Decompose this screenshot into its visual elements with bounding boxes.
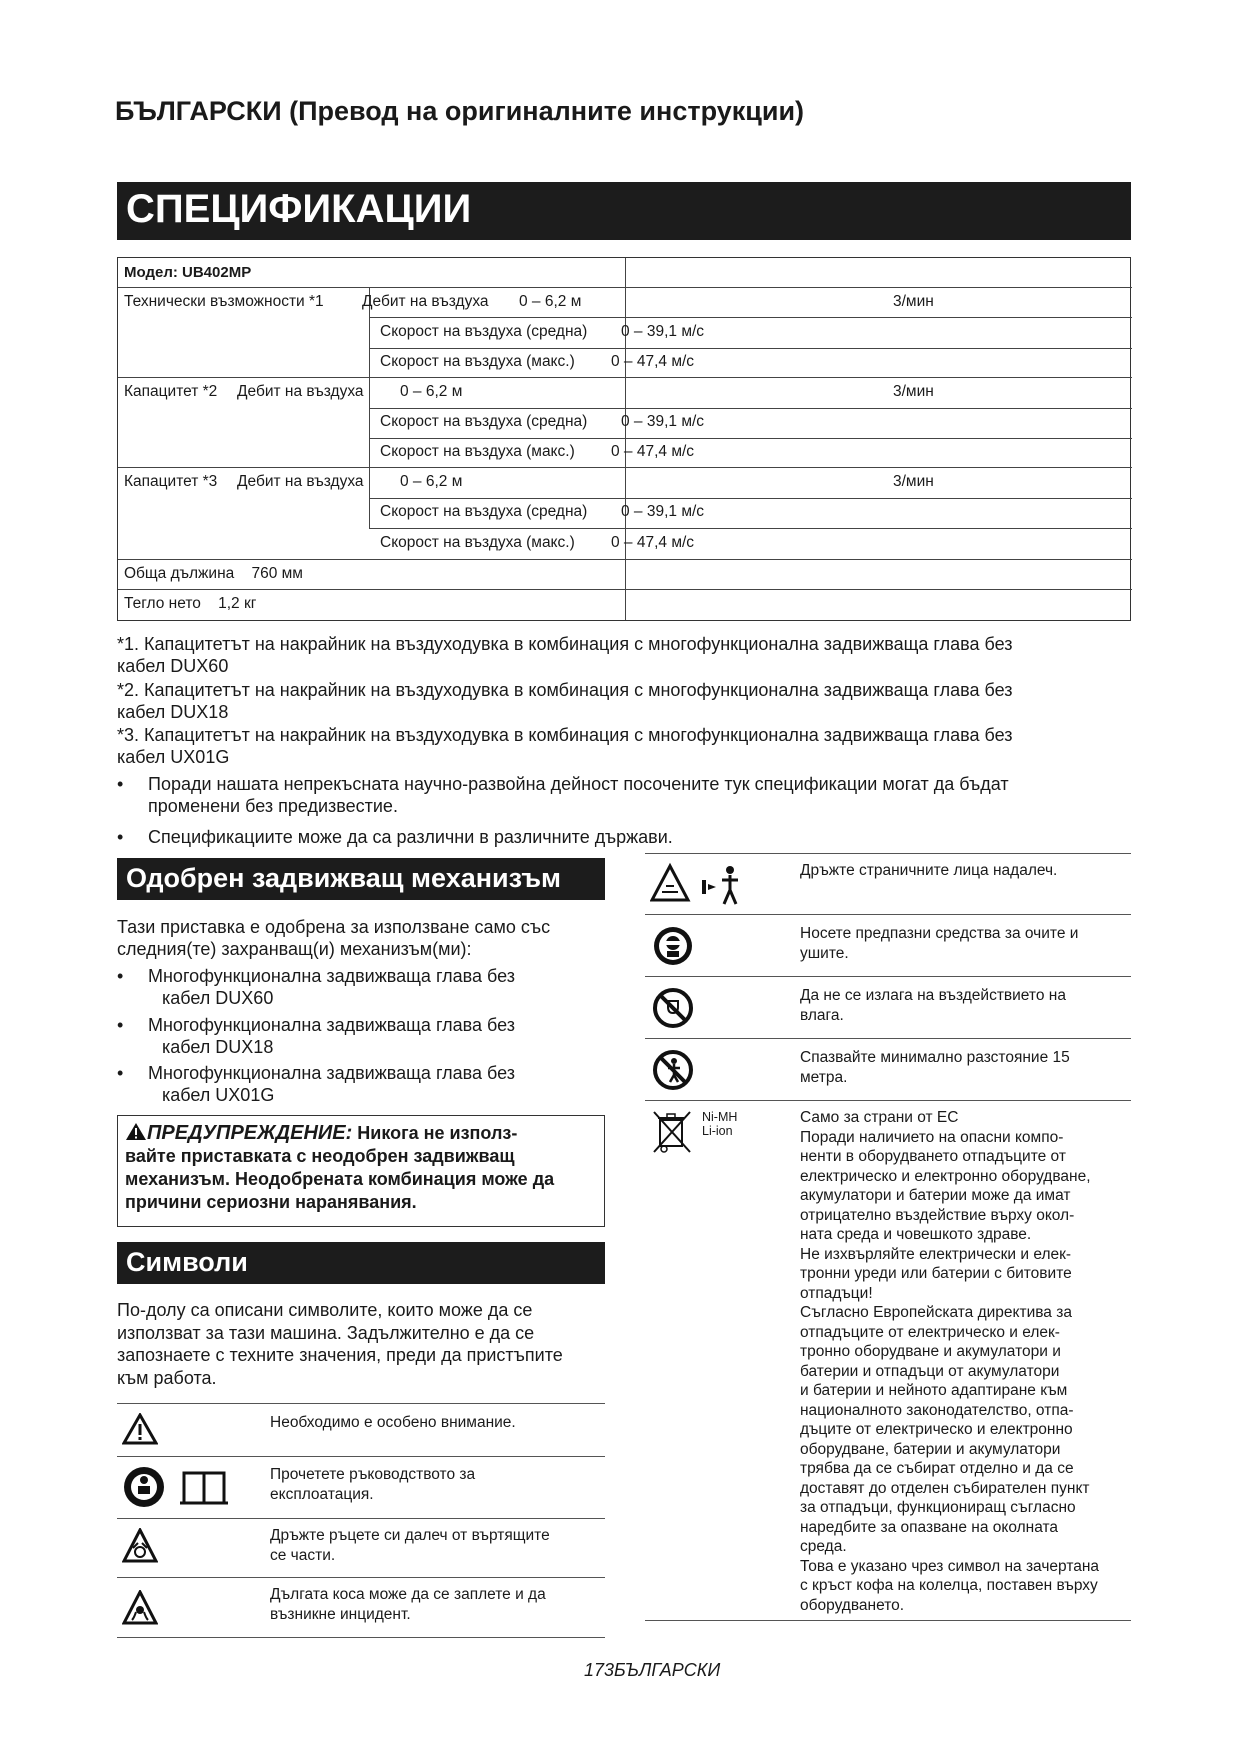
symbol-caption — [270, 1465, 475, 1504]
weee-line: дъците от електрическо и електронно — [800, 1421, 1073, 1438]
bystanders-icon — [650, 862, 750, 906]
weee-line: ната среда и човешкото здраве. — [800, 1226, 1032, 1243]
spec-value: 0 – 47,4 м/с — [611, 534, 695, 551]
footnote-2-cont: кабел DUX18 — [117, 702, 229, 722]
drive-item-text: Многофункционална задвижваща глава без — [148, 1063, 515, 1083]
symbol-caption — [800, 1048, 1070, 1087]
spec-value: 0 – 6,2 м — [400, 473, 463, 490]
warning-text: Никога не използ- — [357, 1123, 518, 1143]
weee-line: електрическо и електронно оборудване, — [800, 1167, 1091, 1185]
weee-line: отпадъците от електрическо и елек- — [800, 1323, 1060, 1341]
footnote-3-cont: кабел UX01G — [117, 747, 230, 767]
badge-nimh: Ni-MH — [702, 1110, 738, 1124]
read-manual-icon — [122, 1465, 232, 1509]
symbol-caption-line: експлоатация. — [270, 1485, 374, 1503]
weee-line: Само за страни от ЕС — [800, 1109, 959, 1126]
symbol-caption — [270, 1585, 546, 1624]
drive-item: • Многофункционална задвижваща глава без кабел DUX60 — [117, 965, 597, 1009]
weee-line: за отпадъци, функциониращ съгласно — [800, 1499, 1076, 1516]
weee-line: и батерии и нейното адаптиране към — [800, 1382, 1068, 1399]
drive-item-text: кабел DUX60 — [162, 988, 274, 1008]
symbols-intro-line: към работа. — [117, 1367, 217, 1388]
warning-text: механизъм. Неодобрената комбинация може да — [125, 1169, 555, 1189]
spec-label: Капацитет *3 — [124, 473, 218, 490]
weee-text — [800, 1108, 1099, 1615]
spec-item: Скорост на въздуха (макс.) — [380, 353, 575, 370]
drive-intro-line: Тази приставка е одобрена за използване само със — [117, 917, 551, 937]
specifications-banner: СПЕЦИФИКАЦИИ — [117, 182, 1131, 240]
weee-line: Това е указано чрез символ на зачертана — [800, 1557, 1100, 1575]
symbol-caption-line: Дръжте страничните лица надалеч. — [800, 862, 1058, 879]
specifications-table — [117, 257, 1131, 621]
symbol-caption-line: Носете предпазни средства за очите и — [800, 925, 1079, 942]
weee-line: тронно оборудване и акумулатори и — [800, 1343, 1061, 1360]
crossed-out-bin-icon — [652, 1110, 692, 1154]
symbol-caption — [800, 861, 1057, 881]
drive-item-text: Многофункционална задвижваща глава без — [148, 966, 515, 986]
weee-line: трябва да се събират отделно и да се — [800, 1460, 1074, 1477]
symbol-caption-line: Дръжте ръцете си далеч от въртящите — [270, 1527, 550, 1544]
warning-triangle-icon — [122, 1413, 158, 1445]
symbol-caption-line: метра. — [800, 1068, 848, 1086]
symbol-caption-line: Спазвайте минимално разстояние 15 — [800, 1049, 1070, 1066]
symbol-caption-line: се части. — [270, 1546, 336, 1564]
no-moisture-icon — [652, 987, 694, 1029]
footnote-3: *3. Капацитетът на накрайник на въздуходувка в комбинация с многофункционална задвижваща глава без — [117, 725, 1013, 745]
weee-line: наредбите за опазване на околната — [800, 1518, 1059, 1536]
spec-value: 0 – 47,4 м/с — [611, 353, 695, 370]
symbol-caption — [800, 924, 1078, 963]
spec-value: 0 – 39,1 м/с — [621, 323, 705, 340]
footnote-1: *1. Капацитетът на накрайник на въздуходувка в комбинация с многофункционална задвижваща глава без — [117, 634, 1013, 654]
weee-line: оборудването. — [800, 1596, 905, 1614]
drive-intro-line: следния(те) захранващ(и) механизъм(ми): — [117, 939, 472, 959]
page-title: БЪЛГАРСКИ (Превод на оригиналните инструкции) — [115, 96, 805, 126]
overall-length: Обща дължина 760 мм — [124, 565, 303, 582]
spec-item: Скорост на въздуха (макс.) — [380, 443, 575, 460]
spec-value: 0 – 39,1 м/с — [621, 503, 705, 520]
note-bullet: • Поради нашата непрекъсната научно-развойна дейност посочените тук спецификации могат да бъдат променени без предизвестие. — [117, 773, 1137, 817]
note-text: Поради нашата непрекъсната научно-развойна дейност посочените тук спецификации могат да бъдат — [148, 774, 1009, 794]
weee-line: ненти в оборудването отпадъците от — [800, 1148, 1066, 1165]
weee-line: отрицателно въздействие върху окол- — [800, 1206, 1075, 1224]
spec-unit: 3/мин — [893, 383, 934, 400]
warning-triangle-icon — [125, 1122, 147, 1141]
symbol-caption — [800, 986, 1066, 1025]
drive-intro — [117, 916, 550, 960]
weee-line: тронни уреди или батерии с битовите — [800, 1265, 1072, 1282]
weee-line: националното законодателство, отпа- — [800, 1401, 1074, 1419]
note-bullet: • Спецификациите може да са различни в различните държави. — [117, 826, 1137, 848]
symbol-caption-line: възникне инцидент. — [270, 1605, 411, 1623]
weee-line: среда. — [800, 1538, 847, 1555]
symbol-caption — [270, 1526, 550, 1565]
weee-line: с кръст кофа на колелца, поставен върху — [800, 1577, 1098, 1594]
spec-item: Дебит на въздуха — [237, 383, 364, 400]
warning-box — [117, 1115, 605, 1227]
spec-item: Дебит на въздуха — [362, 293, 489, 310]
weee-line: батерии и отпадъци от акумулатори — [800, 1362, 1060, 1380]
keep-distance-icon — [652, 1049, 694, 1091]
spec-value: 0 – 6,2 м — [519, 293, 582, 310]
footnote-2: *2. Капацитетът на накрайник на въздуходувка в комбинация с многофункционална задвижваща глава без — [117, 680, 1013, 700]
weee-line: оборудване, батерии и акумулатори — [800, 1440, 1061, 1458]
weee-line: отпадъци! — [800, 1284, 873, 1302]
warning-text: вайте приставката с неодобрен задвижващ — [125, 1146, 515, 1166]
spec-value: 0 – 39,1 м/с — [621, 413, 705, 430]
spec-item: Скорост на въздуха (средна) — [380, 413, 588, 430]
drive-item-text: кабел DUX18 — [162, 1037, 274, 1057]
long-hair-icon — [122, 1590, 158, 1626]
eye-ear-protection-icon — [652, 925, 694, 967]
spec-unit: 3/мин — [893, 293, 934, 310]
symbols-intro-line: запознаете с техните значения, преди да пристъпите — [117, 1345, 563, 1365]
model-label: Модел: UB402MP — [124, 264, 252, 281]
note-text: Спецификациите може да са различни в различните държави. — [148, 827, 673, 847]
spec-unit: 3/мин — [893, 473, 934, 490]
page-footer: 173БЪЛГАРСКИ — [584, 1660, 721, 1680]
weee-line: Съгласно Европейската директива за — [800, 1304, 1072, 1321]
symbol-caption-line: Дългата коса може да се заплете и да — [270, 1586, 546, 1603]
badge-liion: Li-ion — [702, 1124, 733, 1138]
drive-item: • Многофункционална задвижваща глава без кабел UX01G — [117, 1062, 597, 1106]
symbol-caption-line: Необходимо е особено внимание. — [270, 1414, 516, 1431]
drive-item: • Многофункционална задвижваща глава без кабел DUX18 — [117, 1014, 597, 1058]
footnote-1-cont: кабел DUX60 — [117, 656, 229, 676]
symbol-caption — [270, 1413, 516, 1433]
net-weight: Тегло нето 1,2 кг — [124, 595, 257, 612]
symbols-banner: Символи — [117, 1242, 605, 1284]
symbol-caption-line: влага. — [800, 1006, 844, 1024]
spec-item: Дебит на въздуха — [237, 473, 364, 490]
symbols-intro — [117, 1299, 563, 1389]
weee-line: акумулатори и батерии може да имат — [800, 1187, 1071, 1204]
weee-line: Поради наличието на опасни компо- — [800, 1128, 1064, 1146]
rotating-parts-icon — [122, 1528, 158, 1564]
symbol-caption-line: Да не се излага на въздействието на — [800, 987, 1066, 1004]
spec-item: Скорост на въздуха (средна) — [380, 503, 588, 520]
approved-drive-banner: Одобрен задвижващ механизъм — [117, 858, 605, 900]
spec-label: Технически възможности *1 — [124, 293, 324, 310]
drive-item-text: Многофункционална задвижваща глава без — [148, 1015, 515, 1035]
warning-title: ПРЕДУПРЕЖДЕНИЕ: — [147, 1122, 353, 1144]
spec-value: 0 – 6,2 м — [400, 383, 463, 400]
warning-text: причини сериозни наранявания. — [125, 1192, 417, 1212]
spec-label: Капацитет *2 — [124, 383, 218, 400]
symbol-caption-line: Прочетете ръководството за — [270, 1466, 476, 1483]
spec-item: Скорост на въздуха (макс.) — [380, 534, 575, 551]
symbol-caption-line: ушите. — [800, 944, 849, 962]
drive-item-text: кабел UX01G — [162, 1085, 275, 1105]
symbols-intro-line: По-долу са описани символите, които може да се — [117, 1300, 533, 1320]
weee-line: Не изхвърляйте електрически и елек- — [800, 1245, 1072, 1263]
note-text: променени без предизвестие. — [148, 796, 398, 816]
symbols-intro-line: използват за тази машина. Задължително е да се — [117, 1322, 535, 1343]
spec-item: Скорост на въздуха (средна) — [380, 323, 588, 340]
spec-value: 0 – 47,4 м/с — [611, 443, 695, 460]
weee-line: доставят до отделен събирателен пункт — [800, 1479, 1090, 1497]
battery-type-badge — [702, 1110, 737, 1138]
